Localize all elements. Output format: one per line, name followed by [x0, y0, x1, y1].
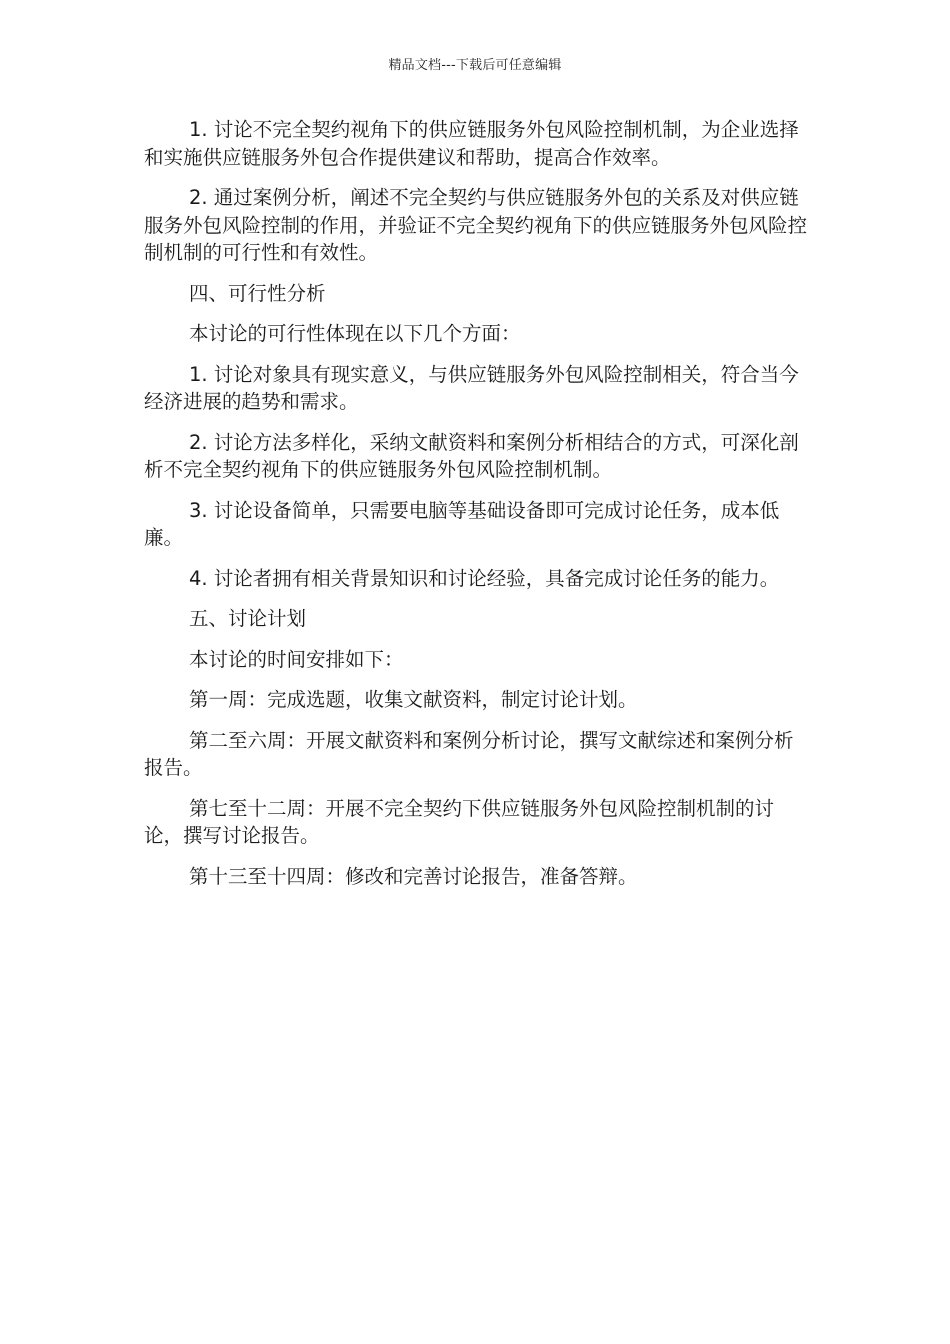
- plan-week-13-14: 第十三至十四周：修改和完善讨论报告，准备答辩。: [189, 864, 638, 888]
- plan-intro: 本讨论的时间安排如下：: [189, 647, 404, 671]
- page-header: 精品文档---下载后可任意编辑: [388, 58, 562, 73]
- objective-item-1: 1. 讨论不完全契约视角下的供应链服务外包风险控制机制，为企业选择和实施供应链服务外包合作提供建议和帮助，提高合作效率。: [144, 118, 799, 169]
- section-heading-feasibility: 四、可行性分析: [189, 281, 326, 305]
- feasibility-item-4: 4. 讨论者拥有相关背景知识和讨论经验，具备完成讨论任务的能力。: [189, 566, 780, 590]
- plan-week-7-12: 第七至十二周：开展不完全契约下供应链服务外包风险控制机制的讨论，撰写讨论报告。: [144, 796, 775, 847]
- plan-week-2-6: 第二至六周：开展文献资料和案例分析讨论，撰写文献综述和案例分析报告。: [144, 728, 794, 779]
- objective-item-2: 2. 通过案例分析，阐述不完全契约与供应链服务外包的关系及对供应链服务外包风险控制的作用，并验证不完全契约视角下的供应链服务外包风险控制机制的可行性和有效性。: [144, 186, 808, 264]
- feasibility-intro: 本讨论的可行性体现在以下几个方面：: [189, 322, 521, 345]
- feasibility-item-2: 2. 讨论方法多样化，采纳文献资料和案例分析相结合的方式，可深化剖析不完全契约视角下的供应链服务外包风险控制机制。: [144, 430, 799, 481]
- plan-week-1: 第一周：完成选题，收集文献资料，制定讨论计划。: [189, 688, 638, 711]
- feasibility-item-1: 1. 讨论对象具有现实意义，与供应链服务外包风险控制相关，符合当今经济进展的趋势和需求。: [144, 362, 799, 413]
- feasibility-item-3: 3. 讨论设备简单，只需要电脑等基础设备即可完成讨论任务，成本低廉。: [144, 498, 780, 549]
- section-heading-plan: 五、讨论计划: [189, 607, 307, 630]
- document-body: [144, 116, 810, 903]
